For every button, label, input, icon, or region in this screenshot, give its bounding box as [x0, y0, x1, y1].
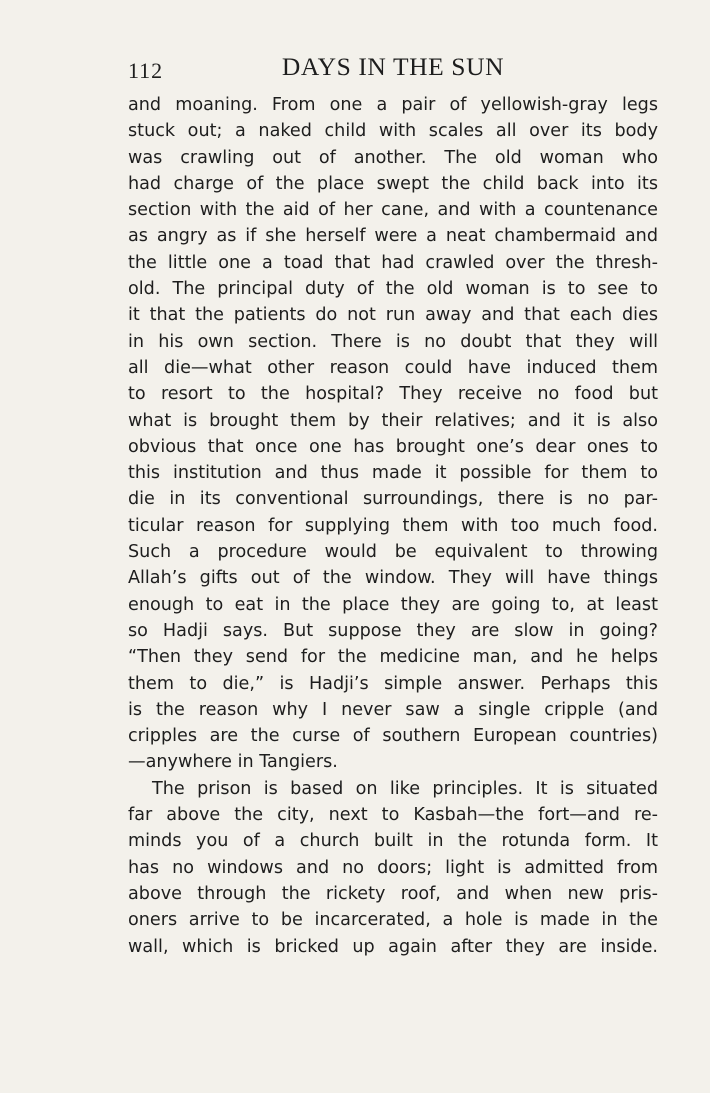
- text-line: The prison is based on like principles. It is situated: [152, 778, 658, 799]
- page-number: 112: [128, 58, 164, 83]
- text-line: them to die,” is Hadji’s simple answer. Perhaps this: [128, 673, 658, 694]
- text-line: so Hadji says. But suppose they are slow in going?: [128, 620, 658, 641]
- text-line: had charge of the place swept the child back into its: [128, 173, 658, 194]
- text-line: above through the rickety roof, and when new pris-: [128, 883, 658, 904]
- text-line: in his own section. There is no doubt that they will: [128, 331, 658, 352]
- text-line: obvious that once one has brought one’s dear ones to: [128, 436, 658, 457]
- text-line: section with the aid of her cane, and with a countenance: [128, 200, 658, 221]
- text-line: is the reason why I never saw a single cripple (and: [128, 699, 658, 720]
- text-line: and moaning. From one a pair of yellowish-gray legs: [128, 95, 658, 115]
- text-line: has no windows and no doors; light is admitted from: [128, 857, 658, 878]
- text-line: was crawling out of another. The old woman who: [128, 147, 658, 168]
- text-line: it that the patients do not run away and that each dies: [128, 305, 658, 326]
- running-title: DAYS IN THE SUN: [281, 52, 505, 81]
- text-line: oners arrive to be incarcerated, a hole is made in the: [128, 910, 658, 931]
- text-line: enough to eat in the place they are going to, at least: [128, 594, 658, 615]
- text-line: wall, which is bricked up again after they are inside.: [128, 936, 658, 957]
- text-line: what is brought them by their relatives; and it is also: [128, 410, 658, 431]
- text-line: —anywhere in Tangiers.: [128, 752, 338, 773]
- text-line: stuck out; a naked child with scales all over its body: [128, 121, 658, 142]
- body-text: [128, 92, 658, 960]
- page-header: [128, 52, 658, 86]
- text-line: old. The principal duty of the old woman is to see to: [128, 279, 658, 300]
- text-line: this institution and thus made it possible for them to: [128, 463, 658, 484]
- text-line: the little one a toad that had crawled over the thresh-: [128, 252, 658, 273]
- text-line: as angry as if she herself were a neat chambermaid and: [128, 226, 658, 247]
- text-line: all die—what other reason could have induced them: [128, 357, 658, 378]
- text-line: minds you of a church built in the rotunda form. It: [128, 831, 658, 852]
- paragraph-2: [128, 776, 658, 960]
- text-line: far above the city, next to Kasbah—the fort—and re-: [128, 805, 658, 826]
- text-line: “Then they send for the medicine man, and he helps: [128, 647, 658, 668]
- text-line: ticular reason for supplying them with too much food.: [128, 515, 658, 536]
- text-line: die in its conventional surroundings, there is no par-: [128, 489, 658, 510]
- text-line: Allah’s gifts out of the window. They will have things: [128, 568, 658, 589]
- text-line: Such a procedure would be equivalent to throwing: [128, 542, 658, 563]
- text-line: to resort to the hospital? They receive no food but: [128, 384, 658, 405]
- text-line: cripples are the curse of southern European countries): [128, 726, 658, 747]
- paragraph-1: [128, 92, 658, 776]
